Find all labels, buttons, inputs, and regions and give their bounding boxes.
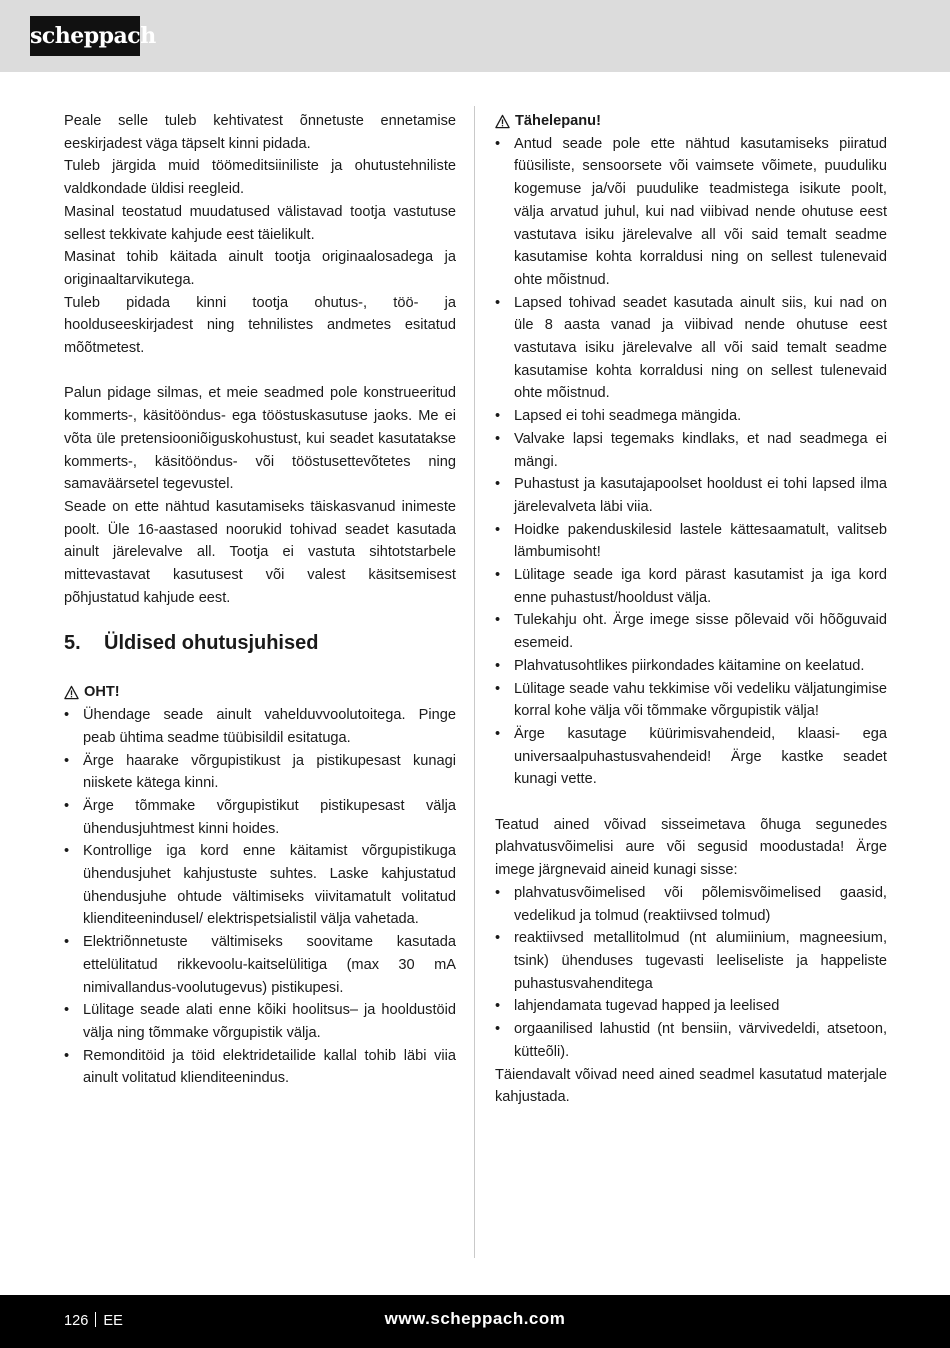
danger-heading (64, 681, 456, 704)
caution-heading (495, 110, 887, 133)
intro-paragraph: Tuleb järgida muid töömeditsiiniliste ja ohutustehniliste valdkondade üldisi reegleid. (64, 158, 456, 198)
scheppach-logo: scheppach (30, 16, 140, 56)
intro-paragraph: Masinat tohib käitada ainult tootja originaalosadega ja originaaltarvikutega. (64, 249, 456, 288)
danger-list (64, 704, 456, 1090)
danger-title: OHT! (84, 684, 120, 701)
right-column (495, 110, 887, 1109)
list-item: • Elektriõnnetuste vältimiseks soovitame kasutada ettelülitatud rikkevoolu-kaitselülitiga (max 30 mA nimivallandus-voolutugevus) pistikupesi. (64, 931, 456, 999)
page-number: 126 (64, 1313, 89, 1329)
caution-list (495, 133, 887, 791)
list-item: • Antud seade pole ette nähtud kasutamiseks piiratud füüsiliste, sensoorsete või vaimsete võimete, puuduliku kogemuse ja/või puudulike teadmistega isikute poolt, välja arvatud juhul, kui nad viibivad nende ohutuse eest vastutava isiku järelevalve all või said temalt seadme kasutamise kohta korraldusi ning on sellest tulenevaid ohte mõistnud. (495, 133, 887, 292)
list-item: • Valvake lapsi tegemaks kindlaks, et nad seadmega ei mängi. (495, 428, 887, 473)
list-item: • Remonditöid ja töid elektridetailide kallal tohib läbi viia ainult volitatud klienditeenindus. (64, 1045, 456, 1090)
page-header (0, 0, 950, 72)
list-item: • reaktiivsed metallitolmud (nt alumiinium, magneesium, tsink) ühenduses tugevasti leeliseliste ja happeliste puhastusvahenditega (495, 927, 887, 995)
list-item: • Hoidke pakenduskilesid lastele kättesaamatult, valitseb lämbumisoht! (495, 519, 887, 564)
intro-paragraph: Peale selle tuleb kehtivatest õnnetuste ennetamise eeskirjadest väga täpselt kinni pidada. (64, 113, 456, 152)
section-title: Üldised ohutusjuhised (104, 632, 319, 655)
list-item: • lahjendamata tugevad happed ja leelised (495, 995, 887, 1018)
substances-list (495, 882, 887, 1064)
website-link[interactable]: www.scheppach.com (384, 1309, 566, 1328)
list-item: • Lülitage seade vahu tekkimise või vedeliku väljatungimise korral kohe välja või tõmmake võrgupistik välja! (495, 678, 887, 723)
page-footer (0, 1295, 950, 1348)
warning-triangle-icon (495, 114, 510, 129)
left-column (64, 110, 456, 1090)
list-item: • Lülitage seade alati enne kõiki hoolitsus– ja hooldustöid välja ning tõmmake võrgupistik välja. (64, 999, 456, 1044)
usage-paragraph: Palun pidage silmas, et meie seadmed pole konstrueeritud kommerts-, käsitööndus- ega tööstuskasutuse jaoks. Me ei võta üle pretensiooniõiguskohustust, kui seadet kasutatakse kommerts-, käsitööndus- või tööstusettevõtetes ning samaväärsetel tegevustel. (64, 385, 456, 493)
list-item: • Ärge tõmmake võrgupistikut pistikupesast välja ühendusjuhtmest kinni hoides. (64, 795, 456, 840)
list-item: • Ühendage seade ainult vahelduvvoolutoitega. Pinge peab ühtima seadme tüübisildil esitatuga. (64, 704, 456, 749)
list-item: • Kontrollige iga kord enne käitamist võrgupistikuga ühendusjuhet kahjustuste suhtes. Laske kahjustatud ühendusjuhe ohtude vältimiseks viivitamatult volitatud klienditeenindusel/ elektrispetsialistil välja vahetada. (64, 840, 456, 931)
list-item: • Lapsed tohivad seadet kasutada ainult siis, kui nad on üle 8 aasta vanad ja viibivad nende ohutuse eest vastutava isiku järelevalve all või said temalt seadme kasutamise kohta korraldusi ning on sellest tulenevaid ohte mõistnud. (495, 292, 887, 406)
list-item: • Tulekahju oht. Ärge imege sisse põlevaid või hõõguvaid esemeid. (495, 609, 887, 654)
list-item: • Lapsed ei tohi seadmega mängida. (495, 405, 887, 428)
list-item: • Ärge kasutage küürimisvahendeid, klaasi- ega universaalpuhastusvahendeid! Ärge kastke seadet kunagi vette. (495, 723, 887, 791)
language-code: EE (103, 1313, 123, 1329)
list-item: • Plahvatusohtlikes piirkondades käitamine on keelatud. (495, 655, 887, 678)
list-item: • Puhastust ja kasutajapoolset hooldust ei tohi lapsed ilma järelevalveta läbi viia. (495, 473, 887, 518)
list-item: • orgaanilised lahustid (nt bensiin, värvivedeldi, atsetoon, kütteõli). (495, 1018, 887, 1063)
caution-title: Tähelepanu! (515, 113, 601, 129)
column-divider (474, 106, 475, 1258)
usage-paragraph: Seade on ette nähtud kasutamiseks täiskasvanud inimeste poolt. Üle 16-aastased noorukid tohivad seadet kasutada ainult järelevalve all. Tootja ei vastuta sihtotstarbele mittevastavat kasutusest või valest käsitsemisest põhjustatud kahjude eest. (64, 498, 456, 606)
warning-triangle-icon (64, 685, 79, 700)
closing-paragraph: Täiendavalt võivad need ained seadmel kasutatud materjale kahjustada. (495, 1066, 887, 1106)
intro-paragraph: Masinal teostatud muudatused välistavad tootja vastutuse sellest tekkivate kahjude eest täielikult. (64, 203, 456, 243)
list-item: • plahvatusvõimelised või põlemisvõimelised gaasid, vedelikud ja tolmud (reaktiivsed tolmud) (495, 882, 887, 927)
substances-intro: Teatud ained võivad sisseimetava õhuga segunedes plahvatusvõimelisi aure või segusid moodustada! Ärge imege järgnevaid aineid kunagi sisse: (495, 816, 887, 879)
intro-paragraph: Tuleb pidada kinni tootja ohutus-, töö- ja hoolduseeskirjadest ning tehnilistes andmetes esitatud mõõtmetest. (64, 294, 456, 357)
section-number: 5. (64, 632, 81, 655)
list-item: • Ärge haarake võrgupistikust ja pistikupesast kunagi niiskete kätega kinni. (64, 750, 456, 795)
section-heading (64, 631, 456, 655)
list-item: • Lülitage seade iga kord pärast kasutamist ja iga kord enne puhastust/hooldust välja. (495, 564, 887, 609)
